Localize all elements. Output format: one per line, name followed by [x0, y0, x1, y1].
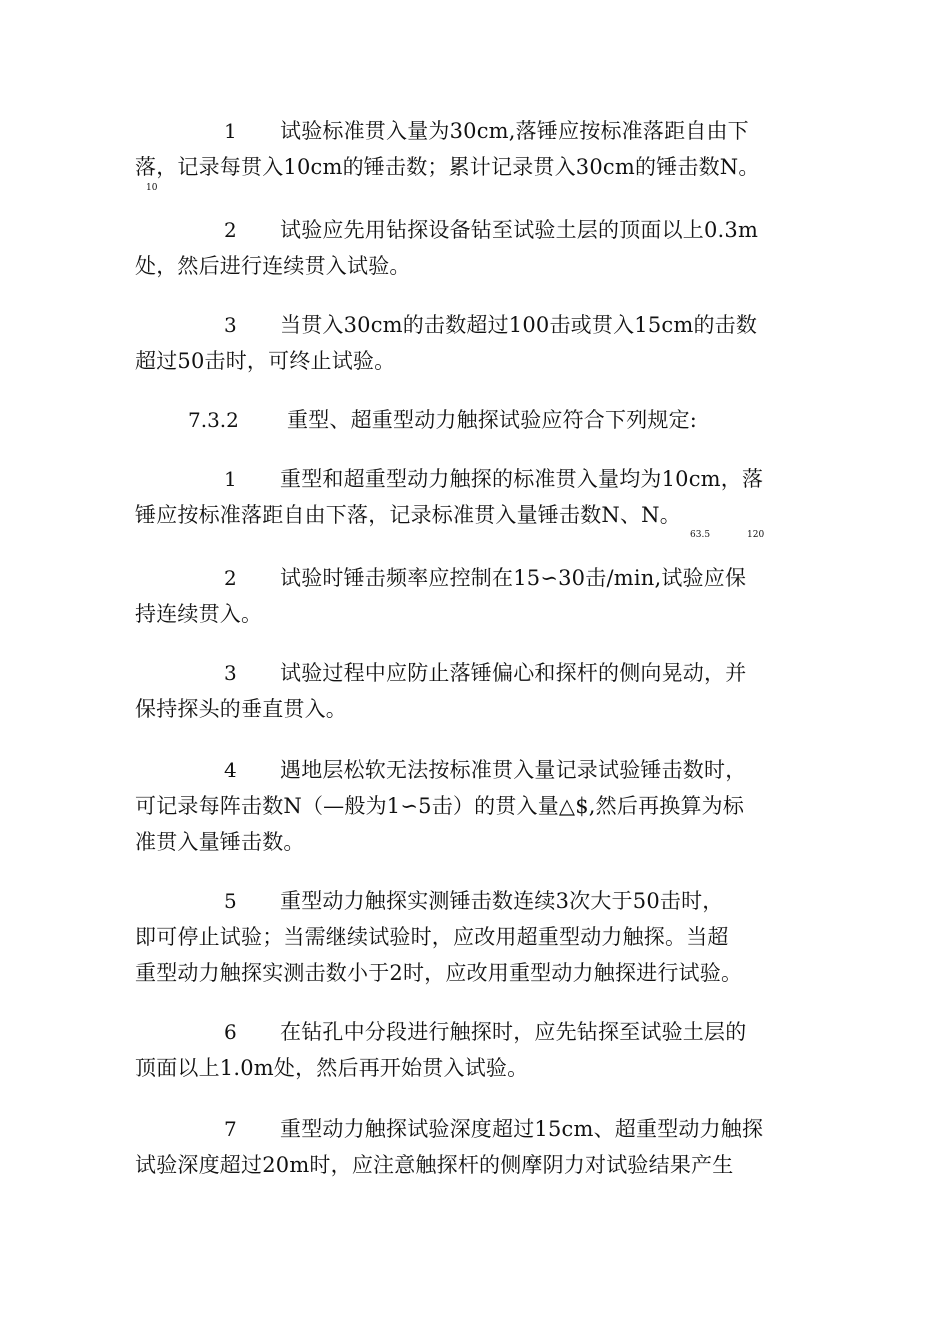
paragraph-line: 落，记录每贯入10cm的锤击数；累计记录贯入30cm的锤击数N。 [135, 155, 760, 179]
paragraph-line: 锤应按标准落距自由下落，记录标准贯入量锤击数N、N。 [135, 503, 681, 527]
paragraph-line: 即可停止试验；当需继续试验时，应改用超重型动力触探。当超 [135, 925, 729, 949]
paragraph-line: 重型动力触探实测锤击数连续3次大于50击时， [280, 889, 724, 913]
paragraph-line: 持连续贯入。 [135, 602, 263, 626]
section-title: 重型、超重型动力触探试验应符合下列规定: [287, 408, 698, 432]
paragraph-line: 试验标准贯入量为30cm,落锤应按标准落距自由下 [280, 119, 749, 143]
subscript: 120 [747, 530, 765, 540]
item-number: 2 [224, 218, 237, 242]
subscript: 10 [146, 183, 158, 193]
paragraph-line: 在钻孔中分段进行触探时，应先钻探至试验土层的 [280, 1020, 747, 1044]
paragraph-line: 遇地层松软无法按标准贯入量记录试验锤击数时， [280, 758, 747, 782]
section-number: 7.3.2 [188, 408, 239, 432]
item-number: 1 [224, 119, 237, 143]
paragraph-line: 试验应先用钻探设备钻至试验土层的顶面以上0.3m [280, 218, 759, 242]
paragraph-line: 处，然后进行连续贯入试验。 [135, 254, 411, 278]
paragraph-line: 当贯入30cm的击数超过100击或贯入15cm的击数 [280, 313, 758, 337]
paragraph-line: 试验深度超过20m时，应注意触探杆的侧摩阴力对试验结果产生 [135, 1153, 734, 1177]
item-number: 2 [224, 566, 237, 590]
item-number: 6 [224, 1020, 237, 1044]
paragraph-line: 准贯入量锤击数。 [135, 830, 305, 854]
paragraph-line: 重型和超重型动力触探的标准贯入量均为10cm，落 [280, 467, 764, 491]
paragraph-line: 可记录每阵击数N（—般为1∽5击）的贯入量△$,然后再换算为标 [135, 794, 745, 818]
item-number: 7 [224, 1117, 237, 1141]
paragraph-line: 试验过程中应防止落锤偏心和探杆的侧向晃动，并 [280, 661, 747, 685]
item-number: 5 [224, 889, 237, 913]
paragraph-line: 顶面以上1.0m处，然后再开始贯入试验。 [135, 1056, 529, 1080]
paragraph-line: 超过50击时，可终止试验。 [135, 349, 396, 373]
paragraph-line: 试验时锤击频率应控制在15∽30击/min,试验应保 [280, 566, 747, 590]
subscript: 63.5 [690, 530, 711, 540]
paragraph-line: 重型动力触探实测击数小于2时，应改用重型动力触探进行试验。 [135, 961, 743, 985]
item-number: 3 [224, 661, 237, 685]
paragraph-line: 保持探头的垂直贯入。 [135, 697, 347, 721]
item-number: 1 [224, 467, 237, 491]
item-number: 4 [224, 758, 237, 782]
paragraph-line: 重型动力触探试验深度超过15cm、超重型动力触探 [280, 1117, 764, 1141]
item-number: 3 [224, 313, 237, 337]
